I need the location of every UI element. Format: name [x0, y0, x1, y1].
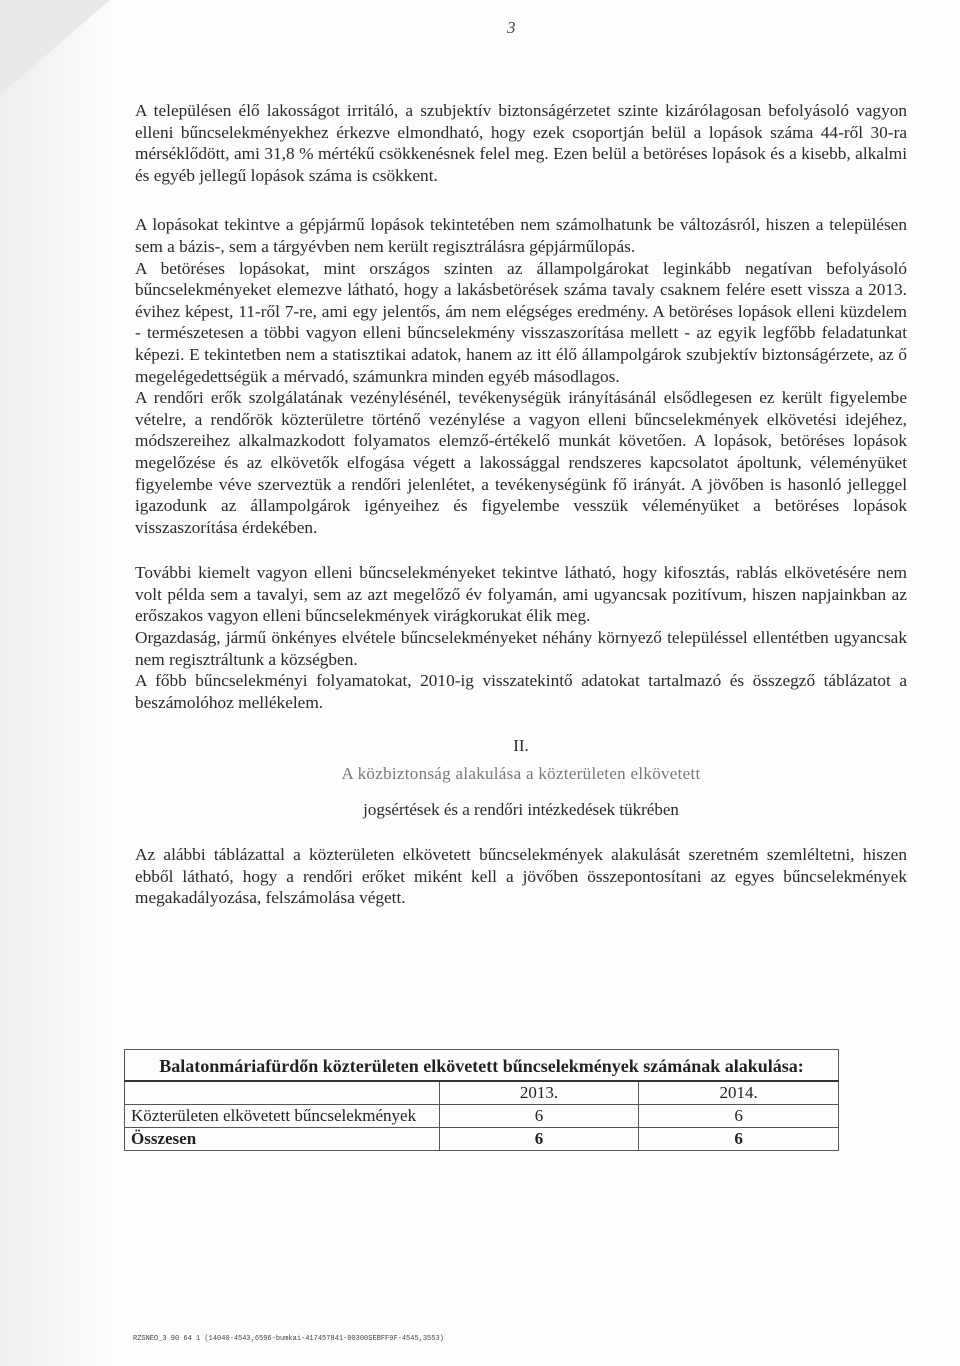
page-fold-shadow	[0, 0, 120, 1366]
paragraph-vehicle-theft: A lopásokat tekintve a gépjármű lopások tekintetében nem számolhatunk be változásról, hiszen a településen sem a bázis-, sem a tárgyévben nem került regisztrálásra gépjárműlopás.	[135, 215, 907, 256]
section-title-line-1: A közbiztonság alakulása a közterületen elkövetett	[341, 764, 701, 784]
table-row-label: Közterületen elkövetett bűncselekmények	[125, 1105, 440, 1128]
table-header-row	[125, 1081, 839, 1105]
section-title-line-2: jogsértések és a rendőri intézkedések tükrében	[363, 799, 679, 819]
paragraph-attachment-note: A főbb bűncselekményi folyamatokat, 2010-ig visszatekintő adatokat tartalmazó és összegző táblázatot a beszámolóhoz mellékelem.	[135, 671, 907, 712]
table-cell-2013: 6	[439, 1105, 639, 1128]
paragraph-section-intro: Az alábbi táblázattal a közterületen elkövetett bűncselekmények alakulását szeretném szemléltetni, hiszen ebből látható, hogy a rendőri erőket miként kell a jövőben összepontosítani az egyes bűncselekmények megakadályozása, felszámolása végett.	[135, 845, 907, 908]
table-total-2013: 6	[439, 1128, 639, 1151]
paragraph-subjective-safety: A településen élő lakosságot irritáló, a szubjektív biztonságérzetet szinte kizárólagosan befolyásoló vagyon elleni bűncselekményekhez érkezve elmondható, hogy ezek csoportján belül a lopások száma 44-ről 30-ra mérséklődött, ami 31,8 % mértékű csökkenésnek felel meg. Ezen belül a betöréses lopások és a kisebb, alkalmi és egyéb jellegű lopások száma is csökkent.	[135, 101, 907, 185]
table-header-2013: 2013.	[439, 1081, 639, 1105]
footer-document-code: RZSNEO_3 90 64 1 (14040-4543,6596-bumkai-417457841-00300SEBFF9F-4545,3553)	[133, 1335, 444, 1343]
table-row	[125, 1105, 839, 1128]
section-number: II.	[513, 736, 529, 756]
public-crime-table	[124, 1049, 839, 1151]
paragraph-receiving-stolen-goods: Orgazdaság, jármű önkényes elvétele bűncselekményeket néhány környező településsel ellentétben ugyancsak nem regisztráltunk a községben.	[135, 628, 907, 669]
table-title: Balatonmáriafürdőn közterületen elkövetett bűncselekmények számának alakulása:	[125, 1050, 839, 1082]
folded-corner	[0, 0, 110, 95]
paragraph-burglary: A betöréses lopásokat, mint országos szinten az állampolgárokat leginkább negatívan befolyásoló bűncselekményeket elemezve látható, hogy a lakásbetörések száma tavaly csaknem felére esett vissza a 2013. évihez képest, 11-ről 7-re, ami egy jelentős, ám nem elégséges eredmény. A betöréses lopások elleni küzdelem - természetesen a többi vagyon elleni bűncselekmény visszaszorítása mellett - az egyik legfőbb feladatunkat képezi. E tekintetben nem a statisztikai adatok, hanem az itt élő állampolgárok szubjektív biztonságérzete, az ő megelégedettségük a mérvadó, számunkra minden egyéb másodlagos.	[135, 258, 907, 386]
table-header-2014: 2014.	[639, 1081, 839, 1105]
paragraph-police-deployment: A rendőri erők szolgálatának vezénylésénél, tevékenységük irányításánál elsődlegesen ez került figyelembe vételre, a rendőrök közterületre történő vezénylése a vagyon elleni bűncselekmények elkövetési idejéhez, módszereihez alkalmazkodott folyamatos elemző-értékelő munkát követően. A lopások, betöréses lopások megelőzése és az elkövetők elfogása végett a lakossággal rendszeres kapcsolatot ápoltunk, véleményüket figyelembe véve szerveztük a rendőri jelenlétet, a tevékenységünk fő irányát. A jövőben is hasonló jelleggel igazodunk az állampolgárok igényeihez és figyelembe vesszük véleményüket a betöréses lopások visszaszorítása érdekében.	[135, 388, 907, 537]
document-body	[135, 100, 907, 909]
table-total-row	[125, 1128, 839, 1151]
table-cell-2014: 6	[639, 1105, 839, 1128]
table-title-row	[125, 1050, 839, 1082]
table-total-2014: 6	[639, 1128, 839, 1151]
table-total-label: Összesen	[125, 1128, 440, 1151]
table-header-empty	[125, 1081, 440, 1105]
paragraph-robbery: További kiemelt vagyon elleni bűncselekményeket tekintve látható, hogy kifosztás, rablás elkövetésére nem volt példa sem a tavalyi, sem az azt megelőző év folyamán, ami ugyancsak pozitívum, hiszen napjainkban az erőszakos vagyon elleni bűncselekmények virágkorukat élik meg.	[135, 563, 907, 626]
page-number: 3	[507, 18, 516, 37]
